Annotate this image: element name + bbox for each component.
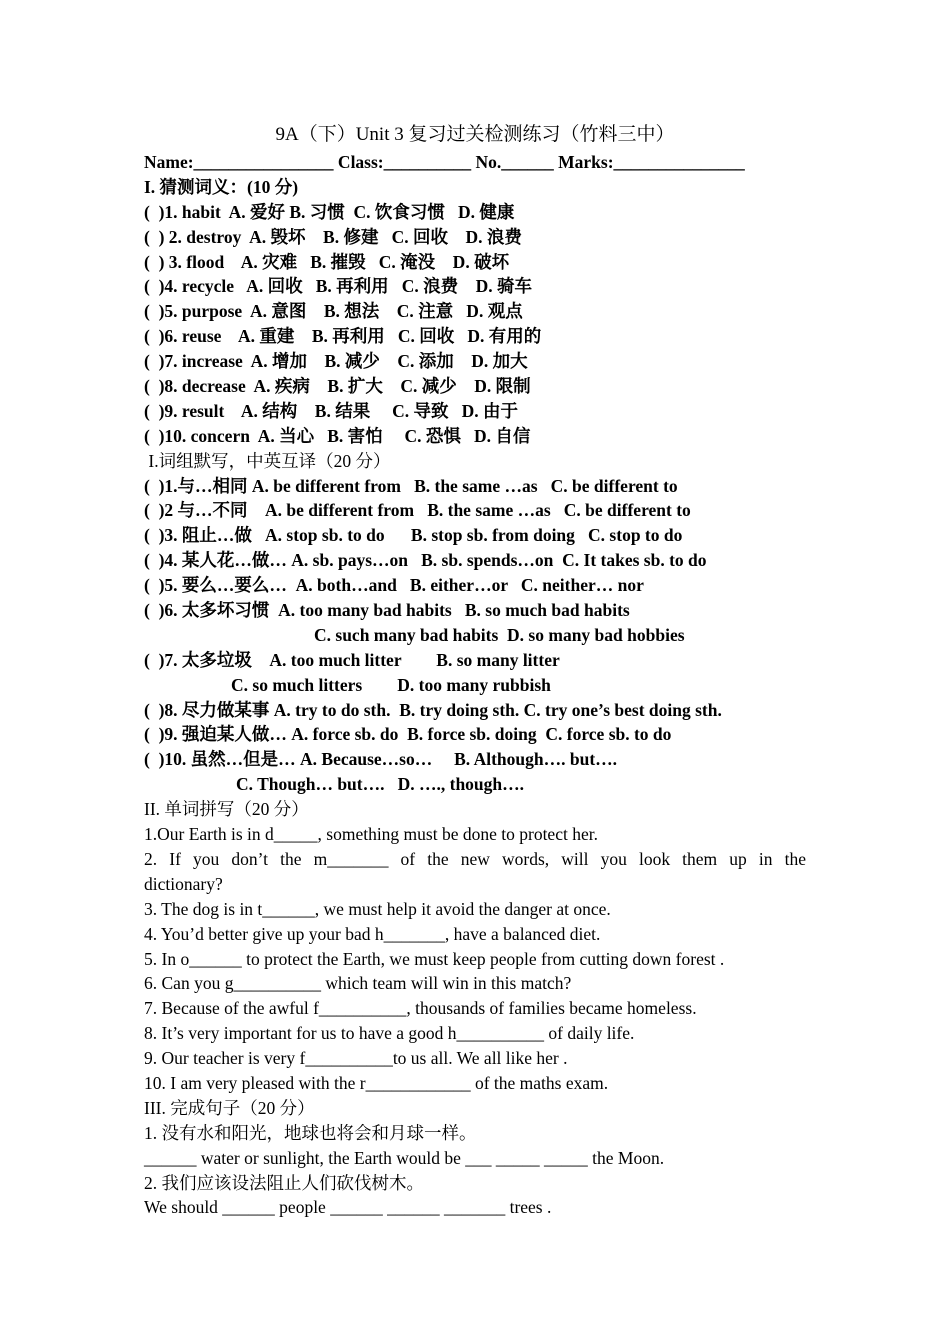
question-item: ( )10. 虽然…但是… A. Because…so… B. Although…. but….	[144, 749, 618, 770]
question-item: ( )1.与…相同 A. be different from B. the same …as C. be different to	[144, 475, 678, 496]
worksheet-page	[144, 120, 806, 1220]
spelling-item: 9. Our teacher is very f__________to us all. We all like her .	[144, 1048, 568, 1069]
section4-heading: III. 完成句子（20 分）	[144, 1097, 315, 1118]
question-item: ( )8. 尽力做某事 A. try to do sth. B. try doing sth. C. try one’s best doing sth.	[144, 699, 722, 720]
section3-heading: II. 单词拼写（20 分）	[144, 799, 309, 820]
question-item: ( )7. increase A. 增加 B. 减少 C. 添加 D. 加大	[144, 351, 528, 372]
section1-heading: I. 猜测词义：(10 分)	[144, 176, 299, 197]
spelling-item: 10. I am very pleased with the r____________ of the maths exam.	[144, 1072, 609, 1093]
spelling-item: 2. If you don’t the m_______ of the new words, will you look them up in the	[144, 848, 806, 869]
section2-heading: I.词组默写，中英互译（20 分）	[144, 450, 391, 471]
sentence-prompt: 1. 没有水和阳光，地球也将会和月球一样。	[144, 1122, 477, 1143]
question-item: ( ) 3. flood A. 灾难 B. 摧毁 C. 淹没 D. 破坏	[144, 251, 510, 272]
question-item: ( )3. 阻止…做 A. stop sb. to do B. stop sb. from doing C. stop to do	[144, 525, 683, 546]
question-item: ( )5. 要么…要么… A. both…and B. either…or C. neither… nor	[144, 575, 644, 596]
question-item: ( )9. result A. 结构 B. 结果 C. 导致 D. 由于	[144, 400, 518, 421]
spelling-item-continuation: dictionary?	[144, 873, 223, 894]
spelling-item: 1.Our Earth is in d_____, something must be done to protect her.	[144, 824, 598, 845]
spelling-item: 6. Can you g__________ which team will win in this match?	[144, 973, 572, 994]
question-item-continuation: C. so much litters D. too many rubbish	[231, 674, 551, 695]
sentence-blank: ______ water or sunlight, the Earth would be ___ _____ _____ the Moon.	[144, 1147, 665, 1168]
spelling-item: 5. In o______ to protect the Earth, we must keep people from cutting down forest .	[144, 948, 725, 969]
question-item-continuation: C. Though… but…. D. …., though….	[236, 774, 525, 795]
question-item: ( )10. concern A. 当心 B. 害怕 C. 恐惧 D. 自信	[144, 425, 531, 446]
page-title: 9A（下）Unit 3 复习过关检测练习（竹料三中）	[275, 124, 675, 145]
sentence-prompt: 2. 我们应该设法阻止人们砍伐树木。	[144, 1172, 424, 1193]
question-item: ( )8. decrease A. 疾病 B. 扩大 C. 减少 D. 限制	[144, 376, 531, 397]
question-item: ( ) 2. destroy A. 毁坏 B. 修建 C. 回收 D. 浪费	[144, 226, 522, 247]
question-item: ( )5. purpose A. 意图 B. 想法 C. 注意 D. 观点	[144, 301, 523, 322]
question-item: ( )4. 某人花…做… A. sb. pays…on B. sb. spends…on C. It takes sb. to do	[144, 550, 707, 571]
question-item: ( )2 与…不同 A. be different from B. the same …as C. be different to	[144, 500, 691, 521]
question-item: ( )1. habit A. 爱好 B. 习惯 C. 饮食习惯 D. 健康	[144, 201, 515, 222]
question-item: ( )7. 太多垃圾 A. too much litter B. so many litter	[144, 649, 560, 670]
question-item: ( )6. 太多坏习惯 A. too many bad habits B. so much bad habits	[144, 600, 630, 621]
question-item-continuation: C. such many bad habits D. so many bad hobbies	[314, 624, 685, 645]
sentence-blank: We should ______ people ______ ______ _______ trees .	[144, 1197, 552, 1218]
spelling-item: 3. The dog is in t______, we must help it avoid the danger at once.	[144, 898, 611, 919]
question-item: ( )4. recycle A. 回收 B. 再利用 C. 浪费 D. 骑车	[144, 276, 533, 297]
spelling-item: 4. You’d better give up your bad h_______, have a balanced diet.	[144, 923, 601, 944]
spelling-item: 7. Because of the awful f__________, thousands of families became homeless.	[144, 998, 697, 1019]
question-item: ( )9. 强迫某人做… A. force sb. do B. force sb. doing C. force sb. to do	[144, 724, 672, 745]
student-info-line: Name:________________ Class:__________ No.______ Marks:_______________	[144, 152, 745, 172]
spelling-item: 8. It’s very important for us to have a good h__________ of daily life.	[144, 1023, 635, 1044]
question-item: ( )6. reuse A. 重建 B. 再利用 C. 回收 D. 有用的	[144, 326, 542, 347]
